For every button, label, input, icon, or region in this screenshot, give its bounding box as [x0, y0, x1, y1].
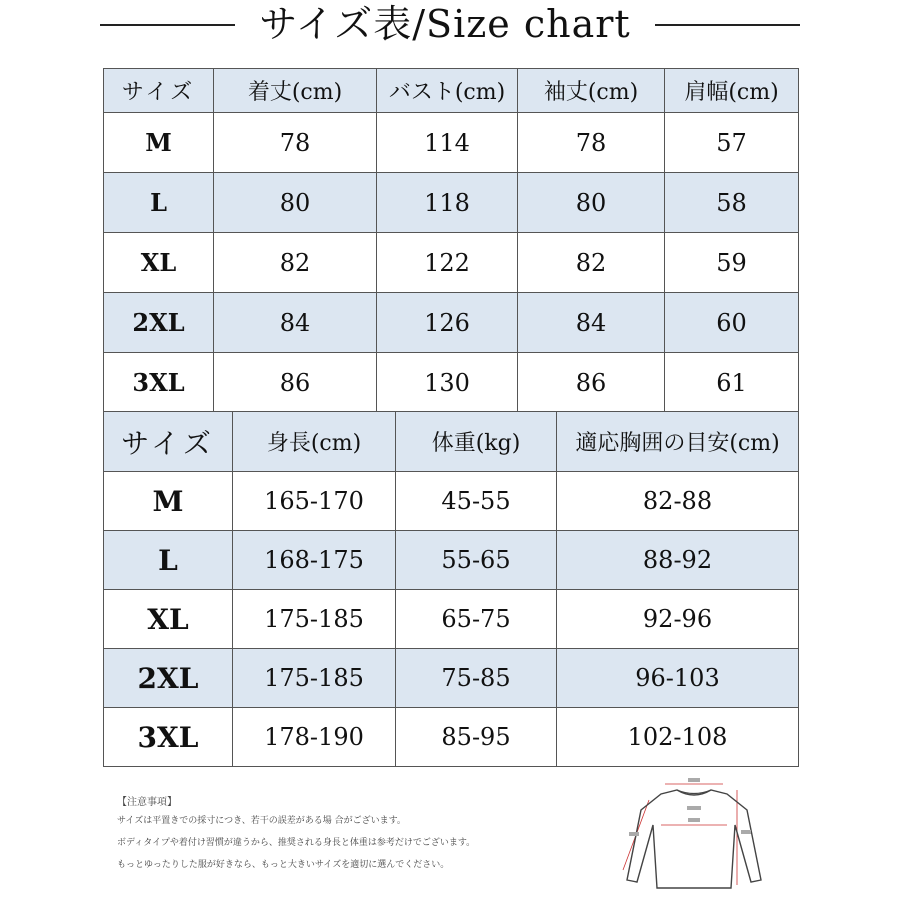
notes-line: ボディタイプや着付け習慣が違うから、推奨される身長と体重は参考だけでございます。 — [117, 838, 476, 848]
header-height: 身長(cm) — [233, 412, 396, 472]
bust-cell: 122 — [377, 233, 518, 293]
header-chest: 適応胸囲の目安(cm) — [557, 412, 799, 472]
chest-cell: 88-92 — [557, 531, 799, 590]
size-cell: XL — [104, 590, 233, 649]
size-cell: L — [104, 531, 233, 590]
length-cell: 86 — [214, 353, 377, 413]
table-row — [104, 353, 799, 413]
height-cell: 165-170 — [233, 472, 396, 531]
size-cell: 2XL — [104, 649, 233, 708]
table-row — [104, 113, 799, 173]
table-row — [104, 472, 799, 531]
bust-cell: 126 — [377, 293, 518, 353]
chest-cell: 82-88 — [557, 472, 799, 531]
table-header-row — [104, 69, 799, 113]
length-cell: 82 — [214, 233, 377, 293]
height-cell: 175-185 — [233, 649, 396, 708]
table-row — [104, 708, 799, 767]
bust-cell: 130 — [377, 353, 518, 413]
sleeve-cell: 80 — [518, 173, 665, 233]
garment-size-table — [103, 68, 799, 413]
title-divider-left — [100, 24, 235, 26]
header-weight: 体重(kg) — [396, 412, 557, 472]
length-cell: 84 — [214, 293, 377, 353]
height-cell: 168-175 — [233, 531, 396, 590]
notes-heading: 【注意事項】 — [117, 797, 177, 808]
page-title: サイズ表/Size chart — [259, 2, 631, 46]
header-bust: バスト(cm) — [377, 69, 518, 113]
shoulder-cell: 60 — [665, 293, 799, 353]
table-row — [104, 531, 799, 590]
chest-cell: 92-96 — [557, 590, 799, 649]
length-cell: 80 — [214, 173, 377, 233]
size-cell: XL — [104, 233, 214, 293]
bust-cell: 118 — [377, 173, 518, 233]
header-shoulder: 肩幅(cm) — [665, 69, 799, 113]
weight-cell: 85-95 — [396, 708, 557, 767]
header-length: 着丈(cm) — [214, 69, 377, 113]
sleeve-cell: 78 — [518, 113, 665, 173]
table-row — [104, 590, 799, 649]
weight-cell: 75-85 — [396, 649, 557, 708]
size-cell: M — [104, 113, 214, 173]
shoulder-cell: 58 — [665, 173, 799, 233]
notes-line: もっとゆったりした服が好きなら、もっと大きいサイズを適切に選んでください。 — [117, 860, 450, 870]
shirt-measurement-diagram-icon — [615, 770, 765, 895]
size-cell: L — [104, 173, 214, 233]
title-divider-right — [655, 24, 800, 26]
weight-cell: 55-65 — [396, 531, 557, 590]
weight-cell: 45-55 — [396, 472, 557, 531]
table-row — [104, 233, 799, 293]
length-cell: 78 — [214, 113, 377, 173]
header-sleeve: 袖丈(cm) — [518, 69, 665, 113]
height-cell: 178-190 — [233, 708, 396, 767]
shoulder-cell: 59 — [665, 233, 799, 293]
notes-line: サイズは平置きでの採寸につき、若干の誤差がある場 合がございます。 — [117, 816, 406, 826]
size-cell: 2XL — [104, 293, 214, 353]
sleeve-cell: 84 — [518, 293, 665, 353]
body-size-table — [103, 411, 799, 767]
weight-cell: 65-75 — [396, 590, 557, 649]
sleeve-cell: 86 — [518, 353, 665, 413]
table-row — [104, 649, 799, 708]
notes-section — [117, 795, 617, 876]
size-cell: 3XL — [104, 353, 214, 413]
header-size: サイズ — [104, 412, 233, 472]
table-header-row — [104, 412, 799, 472]
header-size: サイズ — [104, 69, 214, 113]
height-cell: 175-185 — [233, 590, 396, 649]
shoulder-cell: 61 — [665, 353, 799, 413]
sleeve-cell: 82 — [518, 233, 665, 293]
title-row — [0, 0, 900, 50]
size-cell: 3XL — [104, 708, 233, 767]
shoulder-cell: 57 — [665, 113, 799, 173]
table-row — [104, 173, 799, 233]
chest-cell: 96-103 — [557, 649, 799, 708]
bust-cell: 114 — [377, 113, 518, 173]
table-row — [104, 293, 799, 353]
size-cell: M — [104, 472, 233, 531]
chest-cell: 102-108 — [557, 708, 799, 767]
